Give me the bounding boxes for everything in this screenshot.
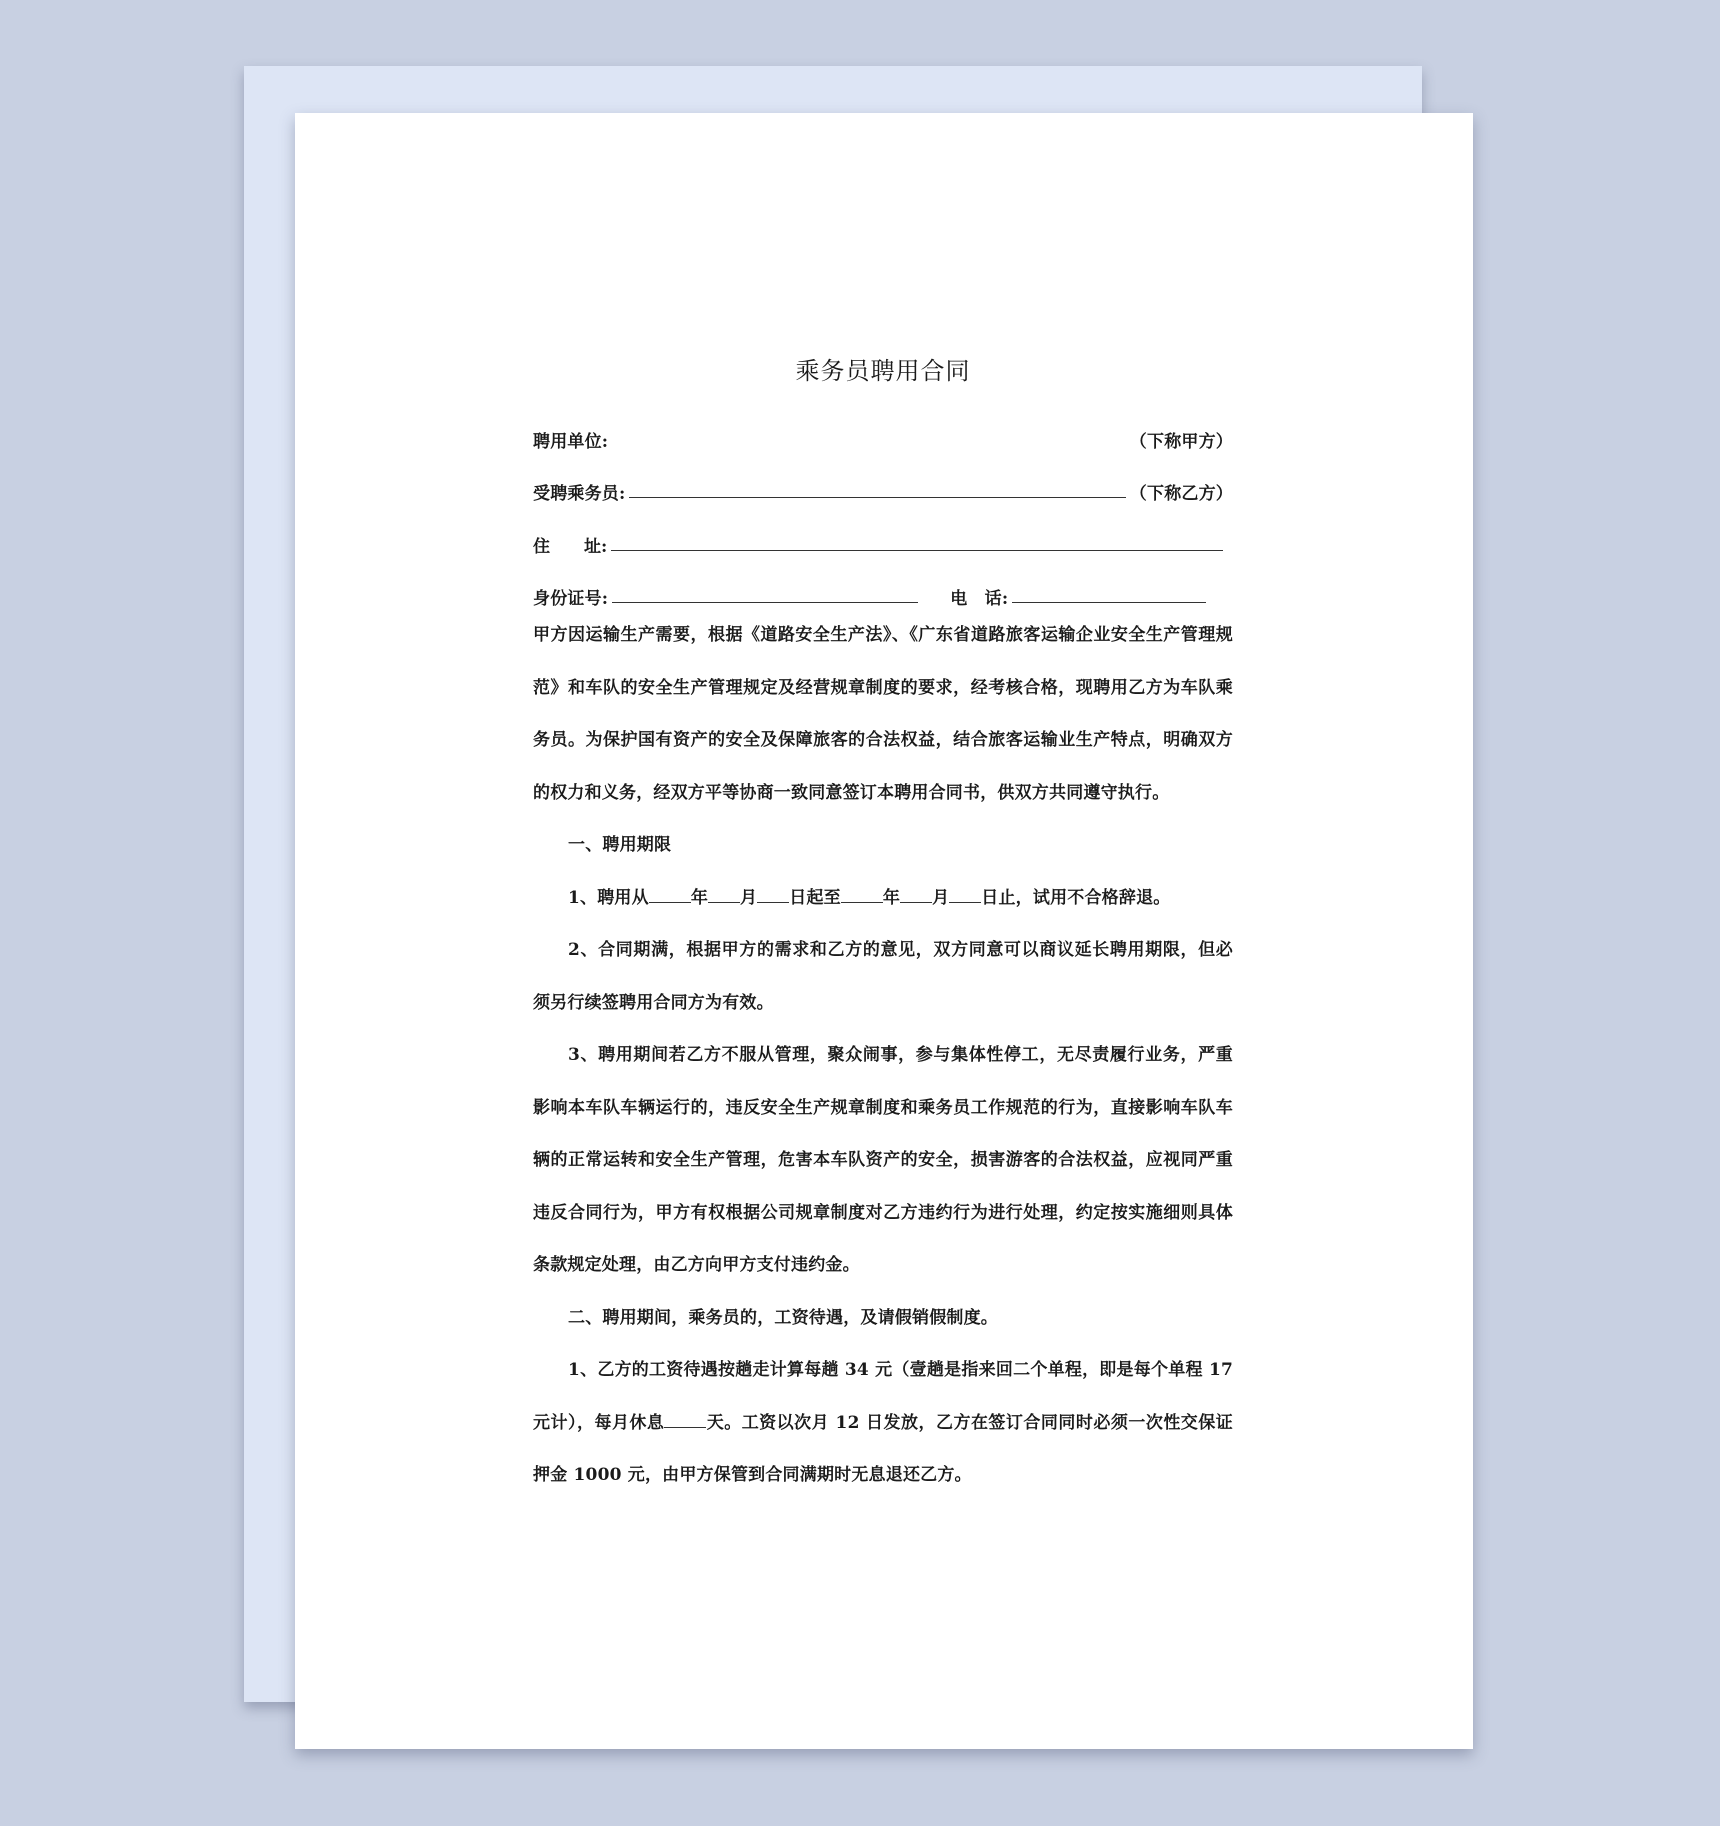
employee-row xyxy=(533,452,1233,505)
clause-2-1: 1、乙方的工资待遇按趟走计算每趟 34 元（壹趟是指来回二个单程，即是每个单程 17 元计），每月休息 天。工资以次月 12 日发放，乙方在签订合同同时必须一次性交保证押金 1000 元，由甲方保管到合同满期时无息退还乙方。 xyxy=(533,1360,1233,1485)
employee-field xyxy=(629,496,1125,498)
blank-month-start xyxy=(708,888,740,903)
blank-rest-days xyxy=(664,1413,706,1428)
contract-body xyxy=(533,353,1233,1502)
employer-row xyxy=(533,399,1233,452)
id-field xyxy=(612,601,918,603)
clause-1-3: 3、聘用期间若乙方不服从管理，聚众闹事，参与集体性停工，无尽责履行业务，严重影响本车队车辆运行的，违反安全生产规章制度和乘务员工作规范的行为，直接影响车队车辆的正常运转和安全生产管理，危害本车队资产的安全，损害游客的合法权益，应视同严重违反合同行为，甲方有权根据公司规章制度对乙方违约行为进行处理，约定按实施细则具体条款规定处理，由乙方向甲方支付违约金。 xyxy=(533,1045,1233,1275)
phone-label: 电 话: xyxy=(950,589,1009,609)
employee-label: 受聘乘务员: xyxy=(533,484,626,504)
blank-day-end xyxy=(949,888,981,903)
clause-1-2: 2、合同期满，根据甲方的需求和乙方的意见，双方同意可以商议延长聘用期限，但必须另行续签聘用合同方为有效。 xyxy=(533,940,1233,1013)
address-row xyxy=(533,504,1233,557)
clause-1-1: 1、聘用从 年 月 日起至 年 月 日止，试用不合格辞退。 xyxy=(568,887,1171,908)
phone-field xyxy=(1012,601,1206,603)
employer-note: （下称甲方） xyxy=(1129,431,1233,452)
address-field xyxy=(611,549,1223,551)
id-label: 身份证号: xyxy=(533,589,609,609)
blank-year-end xyxy=(841,888,883,903)
section-2-heading: 二、聘用期间，乘务员的，工资待遇，及请假销假制度。 xyxy=(568,1307,998,1328)
id-phone-row xyxy=(533,557,1233,610)
section-1-heading: 一、聘用期限 xyxy=(568,835,672,855)
document-page xyxy=(295,113,1473,1749)
employer-field xyxy=(612,445,1126,446)
employee-note: （下称乙方） xyxy=(1129,484,1233,504)
blank-day-start xyxy=(757,888,789,903)
document-title: 乘务员聘用合同 xyxy=(795,357,971,385)
blank-year-start xyxy=(649,888,691,903)
address-label: 住 址: xyxy=(533,536,608,557)
blank-month-end xyxy=(900,888,932,903)
intro-paragraph: 甲方因运输生产需要，根据《道路安全生产法》、《广东省道路旅客运输企业安全生产管理规范》和车队的安全生产管理规定及经营规章制度的要求，经考核合格，现聘用乙方为车队乘务员。为保护国有资产的安全及保障旅客的合法权益，结合旅客运输业生产特点，明确双方的权力和义务，经双方平等协商一致同意签订本聘用合同书，供双方共同遵守执行。 xyxy=(533,625,1233,803)
employer-label: 聘用单位: xyxy=(533,431,609,452)
